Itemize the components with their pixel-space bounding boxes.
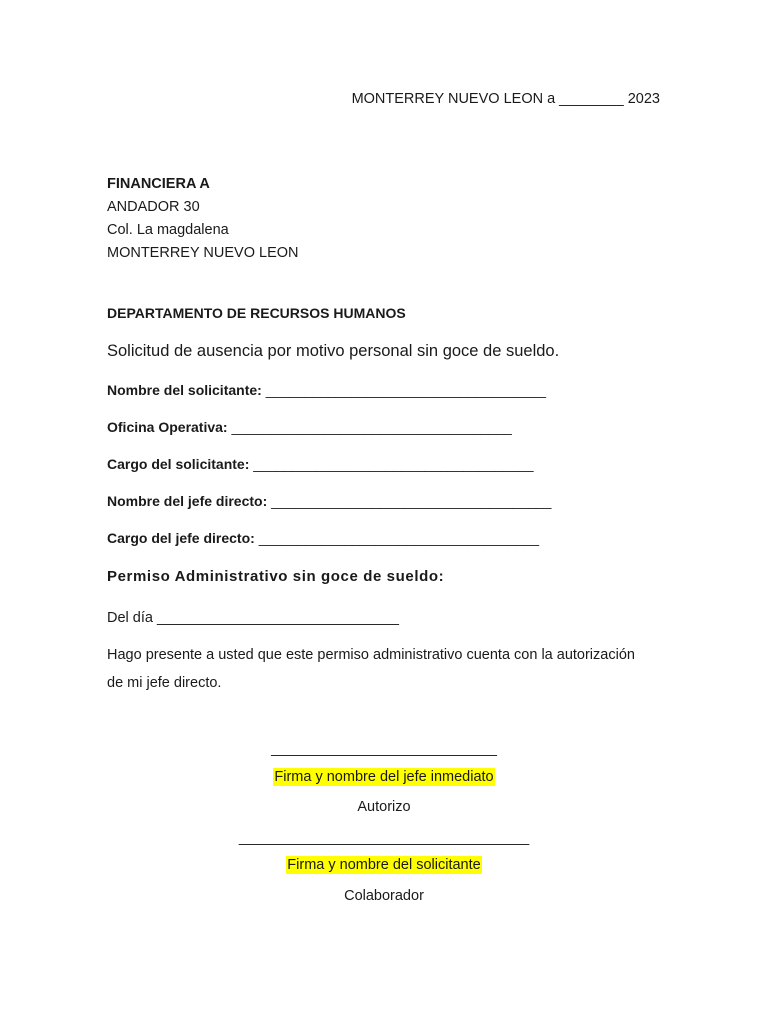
applicant-signature-line: ____________________________________ <box>238 830 530 846</box>
field-blank: ____________________________________ <box>265 382 547 398</box>
field-boss-name <box>107 493 551 509</box>
field-label: Oficina Operativa: <box>107 419 228 435</box>
field-label: Nombre del solicitante: <box>107 382 262 398</box>
field-office <box>107 419 512 435</box>
address-colony: Col. La magdalena <box>107 222 229 238</box>
request-subject: Solicitud de ausencia por motivo personal sin goce de sueldo. <box>107 342 560 360</box>
field-label: Nombre del jefe directo: <box>107 493 268 509</box>
day-line: Del día ______________________________ <box>107 610 399 626</box>
applicant-role: Colaborador <box>344 888 424 904</box>
boss-signature-line: ____________________________ <box>271 741 497 757</box>
applicant-signature-caption <box>0 857 768 873</box>
field-blank: ____________________________________ <box>271 493 552 509</box>
place-date-line: MONTERREY NUEVO LEON a ________ 2023 <box>351 91 660 107</box>
address-street: ANDADOR 30 <box>107 199 200 215</box>
boss-role: Autorizo <box>357 799 411 815</box>
company-name: FINANCIERA A <box>107 176 210 192</box>
field-blank: ____________________________________ <box>253 456 534 472</box>
department-heading: DEPARTAMENTO DE RECURSOS HUMANOS <box>107 305 406 321</box>
statement-line-1: Hago presente a usted que este permiso administrativo cuenta con la autorización <box>107 647 635 663</box>
applicant-caption-highlight: Firma y nombre del solicitante <box>287 857 481 873</box>
field-label: Cargo del jefe directo: <box>107 530 255 546</box>
field-applicant-position <box>107 456 534 472</box>
statement-line-2: de mi jefe directo. <box>107 675 222 691</box>
field-blank: ____________________________________ <box>231 419 512 435</box>
field-applicant-name <box>107 382 546 398</box>
boss-signature-caption <box>0 769 768 785</box>
address-city: MONTERREY NUEVO LEON <box>107 245 299 261</box>
field-label: Cargo del solicitante: <box>107 456 250 472</box>
permit-title: Permiso Administrativo sin goce de sueldo: <box>107 568 445 585</box>
field-blank: ____________________________________ <box>258 530 540 546</box>
boss-caption-highlight: Firma y nombre del jefe inmediato <box>274 769 494 785</box>
field-boss-position <box>107 530 539 546</box>
